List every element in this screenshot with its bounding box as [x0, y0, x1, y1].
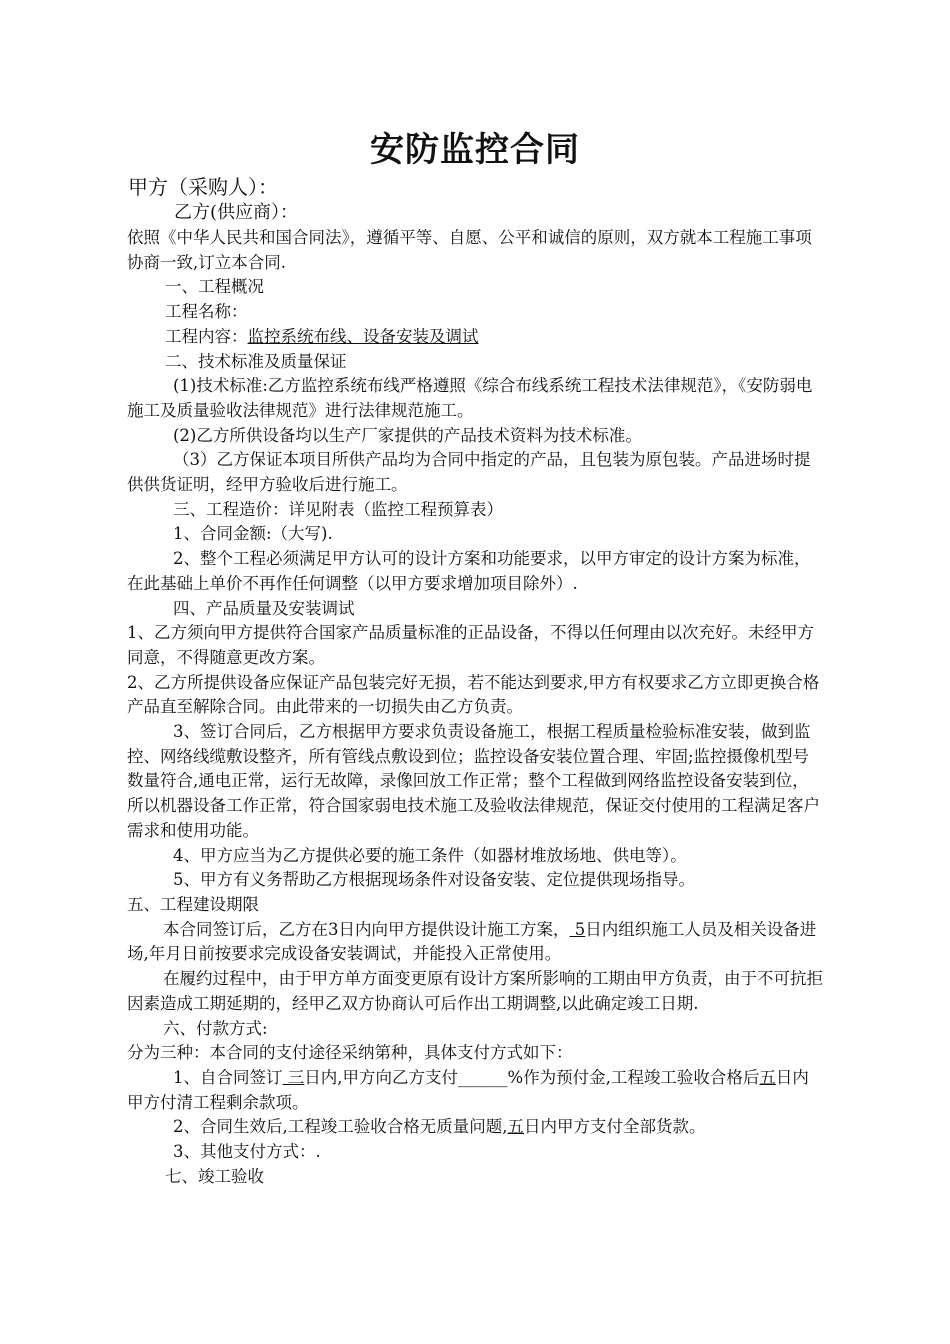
contract-body: [127, 226, 825, 1189]
section-1-heading: 一、工程概况: [165, 277, 264, 297]
section-6-item-3: 3、其他支付方式：.: [173, 1142, 321, 1162]
section-6-heading: 六、付款方式:: [163, 1018, 268, 1038]
section-6-item-1-part-b: 日内,甲方向乙方支付______%作为预付金,工程竣工验收合格后: [304, 1067, 760, 1087]
section-2-heading: 二、技术标准及质量保证: [165, 351, 347, 371]
section-4-item-1: 1、乙方须向甲方提供符合国家产品质量标准的正品设备，不得以任何理由以次充好。未经甲方同意，不得随意更改方案。: [127, 623, 814, 667]
section-5-heading: 五、工程建设期限: [127, 894, 259, 914]
section-2-item-2: (2)乙方所供设备均以生产厂家提供的产品技术资料为技术标准。: [173, 425, 642, 445]
section-3-item-1: 1、合同金额:（大写).: [173, 524, 333, 544]
section-6-item-2-part-b: 日内甲方支付全部货款。: [524, 1117, 706, 1137]
section-4-item-5: 5、甲方有义务帮助乙方根据现场条件对设备安装、定位提供现场指导。: [173, 870, 695, 890]
section-5-p1-part-b: 日内组织施工人员及相关设备进场,年月日前按要求完成设备安装调试，并能投入正常使用。: [127, 919, 817, 964]
section-4-item-3: 3、签订合同后，乙方根据甲方要求负责设备施工，根据工程质量检验标准安装，做到监控、网络线缆敷设整齐，所有管线点敷设到位；监控设备安装位置合理、牢固;监控摄像机型号数量符合,通电正常，运行无故障，录像回放工作正常；整个工程做到网络监控设备安装到位，所以机器设备工作正常，符合国家弱电技术施工及验收法律规范，保证交付使用的工程满足客户需求和使用功能。: [127, 722, 820, 840]
section-6-item-1-days: 三: [282, 1067, 305, 1087]
project-content-label: 工程内容：: [165, 326, 248, 346]
project-name-line: 工程名称：: [165, 302, 248, 322]
section-2-item-1: (1)技术标准:乙方监控系统布线严格遵照《综合布线系统工程技术法律规范》，《安防弱电施工及质量验收法律规范》进行法律规范施工。: [127, 376, 813, 420]
section-5-p1-days: 5: [569, 919, 586, 939]
section-4-heading: 四、产品质量及安装调试: [173, 598, 355, 618]
project-content-line: [127, 325, 825, 350]
section-4-item-2: 2、乙方所提供设备应保证产品包装完好无损，若不能达到要求,甲方有权要求乙方立即更换合格产品直至解除合同。由此带来的一切损失由乙方负责。: [127, 672, 820, 717]
party-b-line: 乙方(供应商）：: [174, 202, 299, 223]
section-4-item-4: 4、甲方应当为乙方提供必要的施工条件（如器材堆放场地、供电等）。: [173, 845, 687, 865]
section-2-item-3: （3）乙方保证本项目所供产品均为合同中指定的产品，且包装为原包装。产品进场时提供供货证明，经甲方验收后进行施工。: [127, 450, 811, 495]
section-6-item-1-days-2: 五: [759, 1067, 776, 1087]
section-6-intro: 分为三种：本合同的支付途径采纳第种，具体支付方式如下：: [127, 1043, 573, 1063]
document-title: 安防监控合同: [370, 130, 580, 170]
section-5-paragraph-2: 在履约过程中，由于甲方单方面变更原有设计方案所影响的工期由甲方负责，由于不可抗拒因素造成工期延期的，经甲乙双方协商认可后作出工期调整,以此确定竣工日期.: [127, 969, 823, 1013]
section-3-item-2: 2、整个工程必须满足甲方认可的设计方案和功能要求，以甲方审定的设计方案为标准，在此基础上单价不再作任何调整（以甲方要求增加项目除外）.: [127, 549, 811, 593]
section-6-item-1-part-c: 日内甲方付清工程剩余款项。: [127, 1067, 809, 1112]
project-content-value: 监控系统布线、设备安装及调试: [247, 326, 479, 346]
section-7-heading: 七、竣工验收: [165, 1166, 264, 1186]
party-a-line: 甲方（采购人）：: [128, 175, 278, 199]
section-5-p1-part-a: 本合同签订后，乙方在3日内向甲方提供设计施工方案，: [163, 919, 570, 939]
section-6-item-2-days: 五: [507, 1117, 524, 1137]
section-6-item-2-part-a: 2、合同生效后,工程竣工验收合格无质量问题,: [173, 1117, 508, 1137]
section-6-item-1: [127, 1066, 825, 1115]
section-6-item-2: [127, 1115, 825, 1140]
section-6-item-1-part-a: 1、自合同签订: [173, 1067, 283, 1087]
section-3-heading: 三、工程造价：详见附表（监控工程预算表）: [173, 499, 503, 519]
intro-paragraph: 依照《中华人民共和国合同法》，遵循平等、自愿、公平和诚信的原则，双方就本工程施工事项协商一致,订立本合同.: [127, 228, 812, 272]
section-5-paragraph-1: [127, 918, 825, 967]
